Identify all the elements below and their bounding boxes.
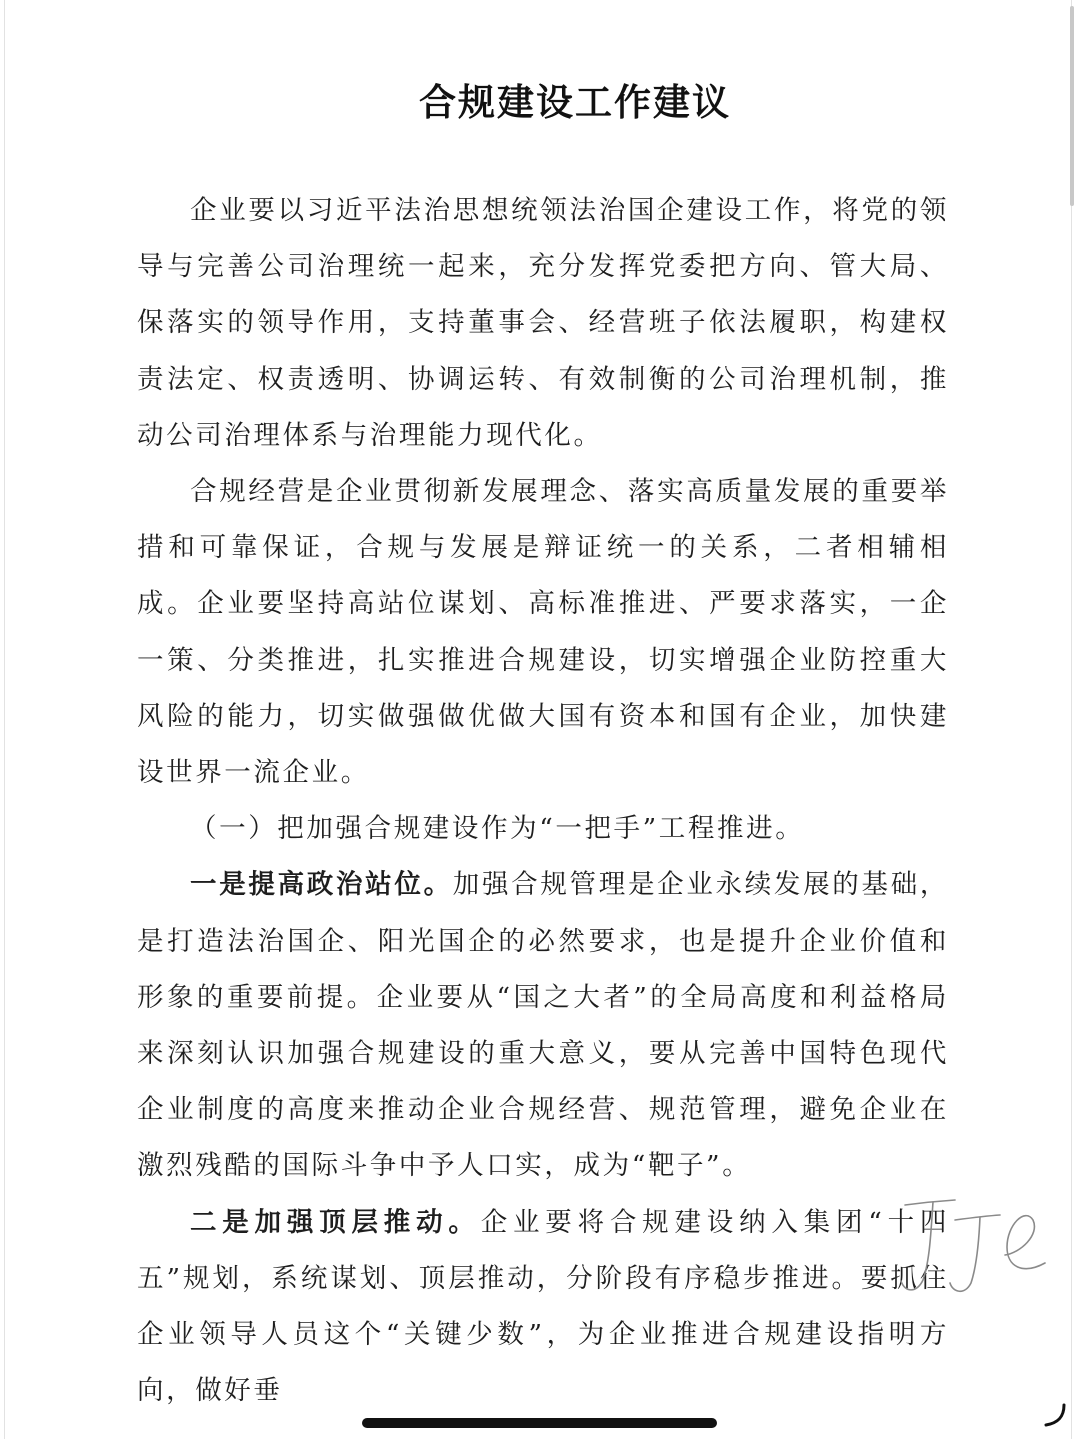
point-1: [137, 857, 949, 1194]
point-2: [137, 1195, 949, 1420]
document-body: [137, 183, 949, 1419]
point-1-text: 加强合规管理是企业永续发展的基础，是打造法治国企、阳光国企的必然要求，也是提升企业价值和形象的重要前提。企业要从“国之大者”的全局高度和利益格局来深刻认识加强合规建设的重大意义，要从完善中国特色现代企业制度的高度来推动企业合规经营、规范管理，避免企业在激烈残酷的国际斗争中予人口实，成为“靶子”。: [137, 869, 949, 1182]
document-title: 合规建设工作建议: [419, 81, 731, 124]
paragraph-1: 企业要以习近平法治思想统领法治国企建设工作，将党的领导与完善公司治理统一起来，充分发挥党委把方向、管大局、保落实的领导作用，支持董事会、经营班子依法履职，构建权责法定、权责透明、协调运转、有效制衡的公司治理机制，推动公司治理体系与治理能力现代化。: [137, 195, 949, 451]
section-heading: （一）把加强合规建设作为“一把手”工程推进。: [190, 813, 805, 845]
page-curl-icon: [1044, 1403, 1068, 1427]
point-2-lead: 二是加强顶层推动。: [190, 1206, 481, 1238]
home-indicator[interactable]: [362, 1418, 717, 1428]
point-1-lead: 一是提高政治站位。: [190, 869, 453, 901]
point-2-text: 企业要将合规建设纳入集团“十四五”规划，系统谋划、顶层推动，分阶段有序稳步推进。要抓住企业领导人员这个“关键少数”，为企业推进合规建设指明方向，做好垂: [137, 1206, 949, 1407]
paragraph-2: 合规经营是企业贯彻新发展理念、落实高质量发展的重要举措和可靠保证，合规与发展是辩证统一的关系，二者相辅相成。企业要坚持高站位谋划、高标准推进、严要求落实，一企一策、分类推进，扎实推进合规建设，切实增强企业防控重大风险的能力，切实做强做优做大国有资本和国有企业，加快建设世界一流企业。: [137, 476, 949, 789]
handwritten-signature: [895, 1185, 1055, 1305]
